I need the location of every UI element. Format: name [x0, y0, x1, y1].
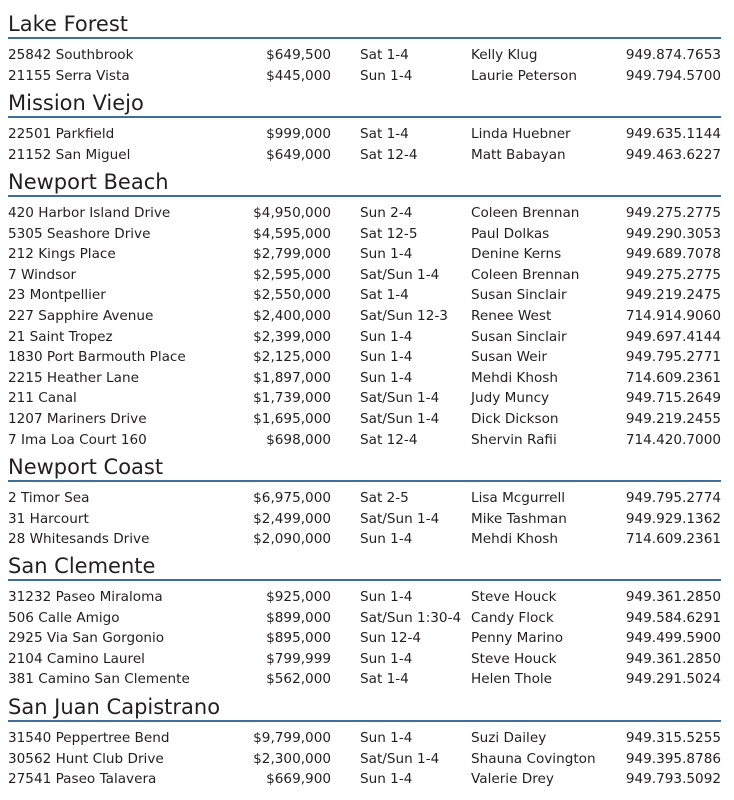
listing-price: $999,000 — [266, 126, 331, 142]
listing-phone: 949.361.2850 — [625, 650, 721, 667]
listing-open-house-time: Sun 1-4 — [360, 67, 413, 84]
listing-agent: Steve Houck — [471, 650, 557, 667]
listing-phone: 949.275.2775 — [625, 205, 721, 221]
listing-open-house-time: Sat/Sun 1-4 — [360, 266, 440, 283]
listing-phone: 949.874.7653 — [625, 47, 721, 63]
listing-row — [8, 244, 721, 265]
listing-address: 2925 Via San Gorgonio — [8, 630, 165, 647]
listing-address: 5305 Seashore Drive — [8, 225, 151, 242]
listing-row — [8, 749, 721, 770]
listing-row — [8, 124, 721, 145]
listing-price: $2,595,000 — [253, 266, 331, 283]
listing-row — [8, 327, 721, 348]
listing-open-house-time: Sat 1-4 — [360, 47, 409, 63]
listing-open-house-time: Sat 12-5 — [360, 225, 418, 242]
listing-phone: 714.609.2361 — [625, 369, 721, 386]
listing-row — [8, 45, 721, 66]
listing-phone: 949.794.5700 — [625, 67, 721, 84]
listing-address: 31232 Paseo Miraloma — [8, 589, 163, 605]
listing-address: 21155 Serra Vista — [8, 67, 130, 84]
section-title: Mission Viejo — [8, 91, 144, 115]
listing-phone: 949.584.6291 — [625, 609, 721, 626]
listing-price: $925,000 — [266, 589, 331, 605]
listing-agent: Suzi Dailey — [471, 730, 547, 746]
section-title: San Clemente — [8, 554, 156, 578]
listing-address: 420 Harbor Island Drive — [8, 205, 171, 221]
listing-phone: 949.793.5092 — [625, 771, 721, 788]
listing-agent: Coleen Brennan — [471, 205, 580, 221]
listing-agent: Susan Sinclair — [471, 328, 567, 345]
listing-row — [8, 388, 721, 409]
listing-row — [8, 608, 721, 629]
listing-address: 506 Calle Amigo — [8, 609, 120, 626]
listing-price: $4,595,000 — [253, 225, 331, 242]
section-divider — [8, 480, 721, 482]
listing-open-house-time: Sun 1-4 — [360, 246, 413, 263]
listing-row — [8, 628, 721, 649]
listing-phone: 949.219.2475 — [625, 287, 721, 304]
section-san-juan-capistrano — [8, 695, 721, 790]
listing-agent: Kelly Klug — [471, 47, 538, 63]
listing-row — [8, 728, 721, 749]
listing-phone: 949.795.2771 — [625, 349, 721, 366]
listing-open-house-time: Sat/Sun 1-4 — [360, 750, 440, 767]
listing-open-house-time: Sat/Sun 1-4 — [360, 390, 440, 407]
listing-phone: 949.635.1144 — [625, 126, 721, 142]
listing-phone: 714.609.2361 — [625, 531, 721, 548]
listing-row — [8, 587, 721, 608]
listing-open-house-time: Sat 1-4 — [360, 126, 409, 142]
listing-open-house-time: Sun 12-4 — [360, 630, 422, 647]
listing-price: $2,125,000 — [253, 349, 331, 366]
listing-open-house-time: Sun 1-4 — [360, 531, 413, 548]
listing-agent: Renee West — [471, 307, 552, 324]
listing-price: $2,300,000 — [253, 750, 331, 767]
listing-address: 2 Timor Sea — [8, 490, 90, 506]
listing-row — [8, 649, 721, 670]
listing-phone: 949.290.3053 — [625, 225, 721, 242]
listing-price: $4,950,000 — [253, 205, 331, 221]
listing-agent: Penny Marino — [471, 630, 564, 647]
listing-open-house-time: Sat/Sun 1:30-4 — [360, 609, 462, 626]
listing-row — [8, 347, 721, 368]
listing-price: $2,400,000 — [253, 307, 331, 324]
listing-price: $1,897,000 — [253, 369, 331, 386]
listing-address: 21152 San Miguel — [8, 146, 131, 163]
listing-address: 28 Whitesands Drive — [8, 531, 150, 548]
listing-row — [8, 509, 721, 530]
listing-price: $899,000 — [266, 609, 331, 626]
listing-address: 7 Windsor — [8, 266, 77, 283]
listing-phone: 949.697.4144 — [625, 328, 721, 345]
listing-price: $1,695,000 — [253, 410, 331, 427]
listing-address: 227 Sapphire Avenue — [8, 307, 154, 324]
section-title: Lake Forest — [8, 12, 129, 36]
listing-phone: 949.275.2775 — [625, 266, 721, 283]
listing-row — [8, 488, 721, 509]
section-newport-beach — [8, 170, 721, 450]
listing-address: 211 Canal — [8, 390, 77, 407]
listing-row — [8, 669, 721, 690]
listing-agent: Valerie Drey — [471, 771, 554, 788]
listing-price: $445,000 — [266, 67, 331, 84]
listing-address: 21 Saint Tropez — [8, 328, 113, 345]
section-divider — [8, 579, 721, 581]
listing-agent: Linda Huebner — [471, 126, 571, 142]
listing-open-house-time: Sun 1-4 — [360, 650, 413, 667]
listing-row — [8, 285, 721, 306]
listing-agent: Laurie Peterson — [471, 67, 577, 84]
listing-address: 7 Ima Loa Court 160 — [8, 431, 147, 448]
listing-agent: Paul Dolkas — [471, 225, 550, 242]
listing-row — [8, 265, 721, 286]
listing-agent: Dick Dickson — [471, 410, 559, 427]
listing-price: $6,975,000 — [253, 490, 331, 506]
listing-open-house-time: Sun 1-4 — [360, 328, 413, 345]
section-divider — [8, 720, 721, 722]
listing-row — [8, 145, 721, 166]
listing-price: $2,550,000 — [253, 287, 331, 304]
listing-phone: 714.914.9060 — [625, 307, 721, 324]
listing-price: $669,900 — [266, 771, 331, 788]
listing-phone: 949.929.1362 — [625, 510, 721, 527]
listing-agent: Mehdi Khosh — [471, 531, 558, 548]
listing-address: 212 Kings Place — [8, 246, 116, 263]
listing-price: $1,739,000 — [253, 390, 331, 407]
listing-row — [8, 203, 721, 224]
listing-open-house-time: Sat 12-4 — [360, 146, 418, 163]
listing-address: 31 Harcourt — [8, 510, 89, 527]
listing-open-house-time: Sun 1-4 — [360, 369, 413, 386]
listing-phone: 949.219.2455 — [625, 410, 721, 427]
listing-price: $2,499,000 — [253, 510, 331, 527]
listing-open-house-time: Sat 1-4 — [360, 671, 409, 688]
section-title: San Juan Capistrano — [8, 695, 221, 719]
listing-agent: Shervin Rafii — [471, 431, 557, 448]
listing-open-house-time: Sun 1-4 — [360, 730, 413, 746]
section-lake-forest — [8, 12, 721, 86]
listing-address: 25842 Southbrook — [8, 47, 134, 63]
section-title: Newport Beach — [8, 170, 169, 194]
listing-open-house-time: Sun 1-4 — [360, 771, 413, 788]
listing-phone: 949.689.7078 — [625, 246, 721, 263]
listing-price: $799,999 — [266, 650, 331, 667]
listing-address: 31540 Peppertree Bend — [8, 730, 170, 746]
listing-row — [8, 769, 721, 790]
listing-agent: Susan Weir — [471, 349, 547, 366]
listing-phone: 949.795.2774 — [625, 490, 721, 506]
listing-address: 27541 Paseo Talavera — [8, 771, 157, 788]
section-san-clemente — [8, 554, 721, 690]
listing-open-house-time: Sat 1-4 — [360, 287, 409, 304]
listing-agent: Judy Muncy — [471, 390, 550, 407]
listing-agent: Coleen Brennan — [471, 266, 580, 283]
listing-agent: Mehdi Khosh — [471, 369, 558, 386]
listing-open-house-time: Sat 12-4 — [360, 431, 418, 448]
listing-agent: Denine Kerns — [471, 246, 562, 263]
listing-phone: 714.420.7000 — [625, 431, 721, 448]
listing-row — [8, 409, 721, 430]
listing-row — [8, 529, 721, 550]
listing-phone: 949.315.5255 — [625, 730, 721, 746]
section-divider — [8, 195, 721, 197]
listing-open-house-time: Sat/Sun 12-3 — [360, 307, 448, 324]
listing-price: $2,799,000 — [253, 246, 331, 263]
listing-price: $698,000 — [266, 431, 331, 448]
listing-open-house-time: Sun 1-4 — [360, 589, 413, 605]
listing-agent: Helen Thole — [471, 671, 553, 688]
listing-agent: Steve Houck — [471, 589, 557, 605]
section-mission-viejo — [8, 91, 721, 165]
listing-agent: Shauna Covington — [471, 750, 596, 767]
section-divider — [8, 37, 721, 39]
listing-agent: Lisa Mcgurrell — [471, 490, 566, 506]
listing-address: 1207 Mariners Drive — [8, 410, 147, 427]
listing-address: 23 Montpellier — [8, 287, 106, 304]
listing-open-house-time: Sat 2-5 — [360, 490, 409, 506]
listing-phone: 949.499.5900 — [625, 630, 721, 647]
listing-open-house-time: Sat/Sun 1-4 — [360, 410, 440, 427]
listing-phone: 949.715.2649 — [625, 390, 721, 407]
listing-row — [8, 430, 721, 451]
listing-row — [8, 66, 721, 87]
listing-address: 30562 Hunt Club Drive — [8, 750, 164, 767]
listing-phone: 949.395.8786 — [625, 750, 721, 767]
section-newport-coast — [8, 455, 721, 550]
listing-price: $649,000 — [266, 146, 331, 163]
listing-agent: Mike Tashman — [471, 510, 567, 527]
listing-phone: 949.291.5024 — [625, 671, 721, 688]
listing-row — [8, 368, 721, 389]
listing-price: $2,090,000 — [253, 531, 331, 548]
listing-price: $9,799,000 — [253, 730, 331, 746]
listing-address: 381 Camino San Clemente — [8, 671, 190, 688]
listing-address: 22501 Parkfield — [8, 126, 115, 142]
listing-row — [8, 306, 721, 327]
listing-phone: 949.361.2850 — [625, 589, 721, 605]
listing-address: 1830 Port Barmouth Place — [8, 349, 186, 366]
listing-open-house-time: Sat/Sun 1-4 — [360, 510, 440, 527]
listing-open-house-time: Sun 2-4 — [360, 205, 413, 221]
listing-open-house-time: Sun 1-4 — [360, 349, 413, 366]
section-title: Newport Coast — [8, 455, 164, 479]
listing-phone: 949.463.6227 — [625, 146, 721, 163]
listing-row — [8, 224, 721, 245]
listing-price: $2,399,000 — [253, 328, 331, 345]
listing-price: $649,500 — [266, 47, 331, 63]
listing-address: 2104 Camino Laurel — [8, 650, 145, 667]
listing-price: $895,000 — [266, 630, 331, 647]
section-divider — [8, 116, 721, 118]
listing-agent: Matt Babayan — [471, 146, 566, 163]
listing-address: 2215 Heather Lane — [8, 369, 139, 386]
listing-agent: Candy Flock — [471, 609, 554, 626]
listing-agent: Susan Sinclair — [471, 287, 567, 304]
listing-price: $562,000 — [266, 671, 331, 688]
